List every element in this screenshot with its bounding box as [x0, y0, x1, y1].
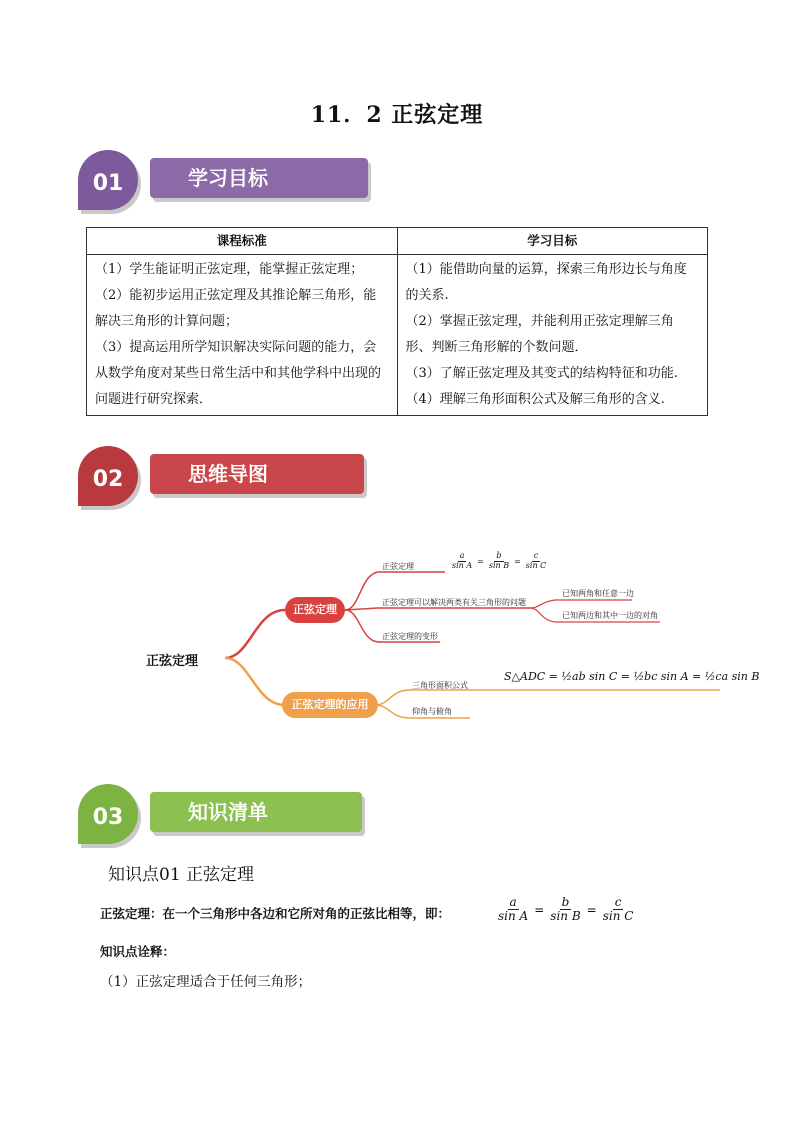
table-cell-goals: （1）能借助向量的运算，探索三角形边长与角度的关系. （2）掌握正弦定理，并能利用正弦定理解三角形、判断三角形解的个数问题． （3）了解正弦定理及其变式的结构特征和功能. （4）理解三角形面积公式及解三角形的含义.	[397, 255, 708, 416]
mindmap-sine-formula: $\frac{a}{\text{sin A}}$ = $\frac{b}{\text{sin B}}$ = $\frac{c}{\text{sin C}}$	[452, 551, 547, 570]
mindmap-area-formula: S△ADC = ½ab sin C = ½bc sin A = ½ca sin B	[504, 670, 760, 683]
sine-law-definition: 正弦定理：在一个三角形中各边和它所对角的正弦比相等，即：	[100, 906, 451, 921]
mindmap-node: 三角形面积公式	[412, 681, 468, 690]
section-label: 思维导图	[150, 454, 364, 494]
section-header-mindmap	[78, 446, 338, 510]
mindmap-branch-application: 正弦定理的应用	[282, 692, 378, 718]
table-header: 学习目标	[397, 228, 708, 255]
table-header: 课程标准	[87, 228, 398, 255]
sine-law-formula: $\frac{a}{\text{sin A}}$ = $\frac{b}{\text{sin B}}$ = $\frac{c}{\text{sin C}}$	[498, 895, 634, 924]
mindmap-node: 正弦定理	[382, 562, 414, 571]
note-item: （1）正弦定理适合于任何三角形；	[100, 974, 312, 990]
section-number-badge: 01	[78, 150, 138, 210]
notes-title: 知识点诠释：	[100, 944, 176, 959]
page-title: 11．2 正弦定理	[310, 102, 484, 128]
section-label: 学习目标	[150, 158, 368, 198]
mindmap-node: 已知两边和其中一边的对角	[562, 611, 658, 620]
table-cell-standards: （1）学生能证明正弦定理，能掌握正弦定理； （2）能初步运用正弦定理及其推论解三角形，能解决三角形的计算问题； （3）提高运用所学知识解决实际问题的能力，会从数学角度对某些日常生活中和其他学科中出现的问题进行研究探索．	[87, 255, 398, 416]
section-number-badge: 03	[78, 784, 138, 844]
section-label: 知识清单	[150, 792, 362, 832]
knowledge-point-title: 知识点01 正弦定理	[108, 865, 255, 885]
section-header-knowledge	[78, 784, 338, 848]
mindmap-node: 正弦定理的变形	[382, 632, 438, 641]
section-number-badge: 02	[78, 446, 138, 506]
mindmap-node: 仰角与俯角	[412, 707, 452, 716]
mindmap-node: 已知两角和任意一边	[562, 589, 634, 598]
mindmap-root: 正弦定理	[146, 654, 199, 669]
section-header-goals	[78, 150, 338, 214]
goals-table	[86, 227, 708, 416]
mindmap-node: 正弦定理可以解决两类有关三角形的问题	[382, 598, 526, 607]
mindmap-branch-theorem: 正弦定理	[285, 597, 345, 623]
